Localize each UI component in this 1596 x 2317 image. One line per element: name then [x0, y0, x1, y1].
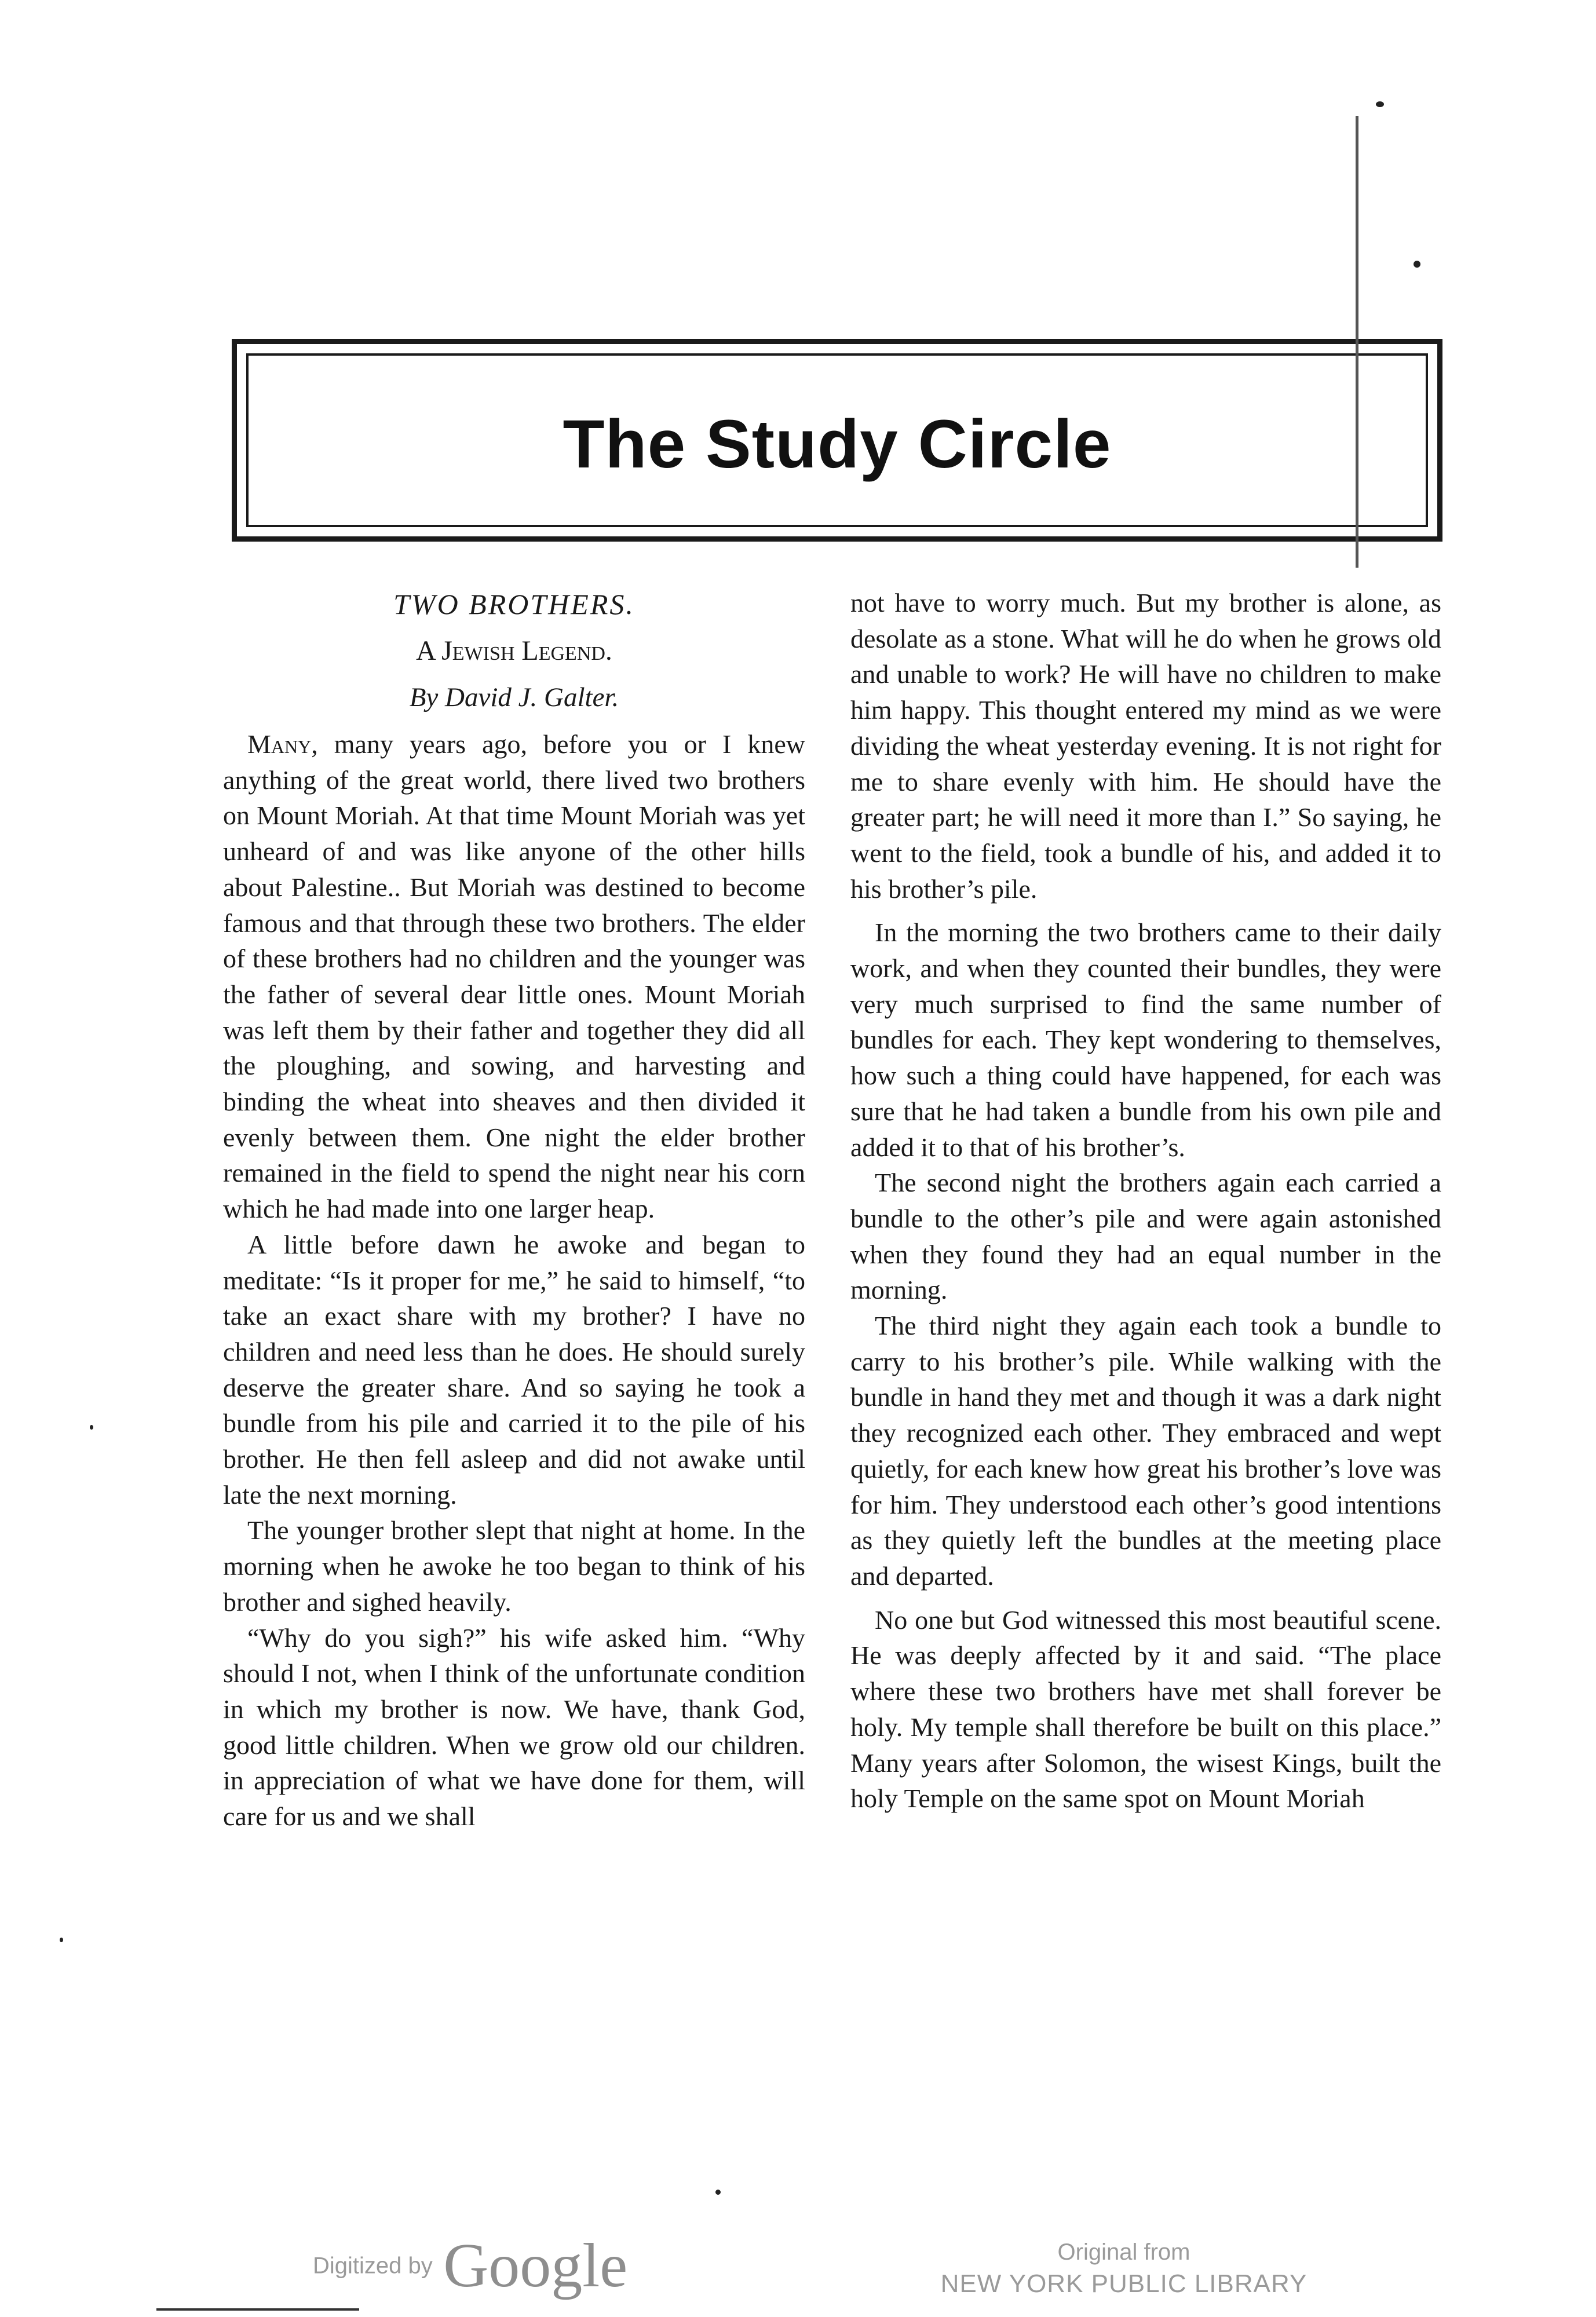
- library-name: NEW YORK PUBLIC LIBRARY: [940, 2270, 1308, 2298]
- paragraph: The younger brother slept that night at home. In the morning when he awoke he too began to think of his brother and sighed heavily.: [223, 1515, 805, 1617]
- paragraph: In the morning the two brothers came to their daily work, and when they counted their bundles, they were very much surprised to find the same number of bundles for each. They kept wondering to themselves, how such a thing could have happened, for each was sure that he had taken a bundle from his own pile and added it to that of his brother’s.: [850, 918, 1441, 1162]
- story-byline: By David J. Galter.: [409, 682, 619, 712]
- left-column: [223, 585, 805, 1834]
- google-logo: Google: [443, 2231, 628, 2300]
- paragraph: A little before dawn he awoke and began to meditate: “Is it proper for me,” he said to himself, “to take an exact share with my brother? I have no children and need less than he does. He should surely deserve the greater share. And so saying he took a bundle from his pile and carried it to the pile of his brother. He then fell asleep and did not awake until late the next morning.: [223, 1229, 805, 1510]
- scan-speck: [60, 1938, 63, 1942]
- original-from-label: Original from: [1057, 2239, 1190, 2265]
- paragraph: “Why do you sigh?” his wife asked him. “Why should I not, when I think of the unfortunate condition in which my brother is now. We have, thank God, good little children. When we grow old our children. in appreciation of what we have done for them, will care for us and we shall: [223, 1622, 805, 1832]
- page-title: The Study Circle: [563, 406, 1112, 483]
- scan-streak: [1356, 116, 1358, 568]
- paragraph: not have to worry much. But my brother is alone, as desolate as a stone. What will he do when he grows old and unable to work? He will have no children to make him happy. This thought entered my mind as we were dividing the wheat yesterday evening. It is not right for me to share evenly with him. He should have the greater part; he will need it more than I.” So saying, he went to the field, took a bundle of his, and added it to his brother’s pile.: [850, 588, 1441, 904]
- paragraph: The third night they again each took a bundle to carry to his brother’s pile. While walking with the bundle in hand they met and though it was a dark night they recognized each other. They embraced and wept quietly, for each knew how great his brother’s love was for him. They understood each other’s good intentions as they quietly left the bundles at the meeting place and departed.: [850, 1311, 1441, 1591]
- paragraph: [223, 726, 805, 1227]
- scan-speck: [715, 2190, 721, 2195]
- paragraph: No one but God witnessed this most beautiful scene. He was deeply affected by it and said. “The place where these two brothers have met shall forever be holy. My temple shall therefore be built on this place.” Many years after Solomon, the wisest Kings, built the holy Temple on the same spot on Mount Moriah: [850, 1605, 1441, 1814]
- scan-speck: [1376, 101, 1384, 107]
- story-subtitle: A Jewish Legend.: [416, 635, 612, 666]
- paragraph-text: , many years ago, before you or I knew anything of the great world, there lived two brothers on Mount Moriah. At that time Mount Moriah was yet unheard of and was like anyone of the other hills about Palestine.. But Moriah was destined to become famous and that through these two brothers. The elder of these brothers had no children and the younger was the father of several dear little ones. Mount Moriah was left them by their father and together they did all the ploughing, and sowing, and harvesting and binding the wheat into sheaves and then divided it evenly between them. One night the elder brother remained in the field to spend the night near his corn which he had made into one larger heap.: [223, 729, 805, 1224]
- digitized-by-watermark: [313, 2230, 627, 2302]
- right-column: [850, 585, 1441, 1817]
- story-title: TWO BROTHERS.: [393, 588, 635, 620]
- scan-edge-line: [156, 2308, 359, 2311]
- drop-word: Many: [247, 729, 312, 759]
- digitized-label: Digitized by: [313, 2253, 433, 2279]
- paragraph: The second night the brothers again each carried a bundle to the other’s pile and were again astonished when they found they had an equal number in the morning.: [850, 1168, 1441, 1305]
- original-source-watermark: [938, 2237, 1309, 2301]
- header-box: [232, 339, 1442, 542]
- scan-speck: [1414, 261, 1420, 268]
- scan-speck: [90, 1425, 93, 1430]
